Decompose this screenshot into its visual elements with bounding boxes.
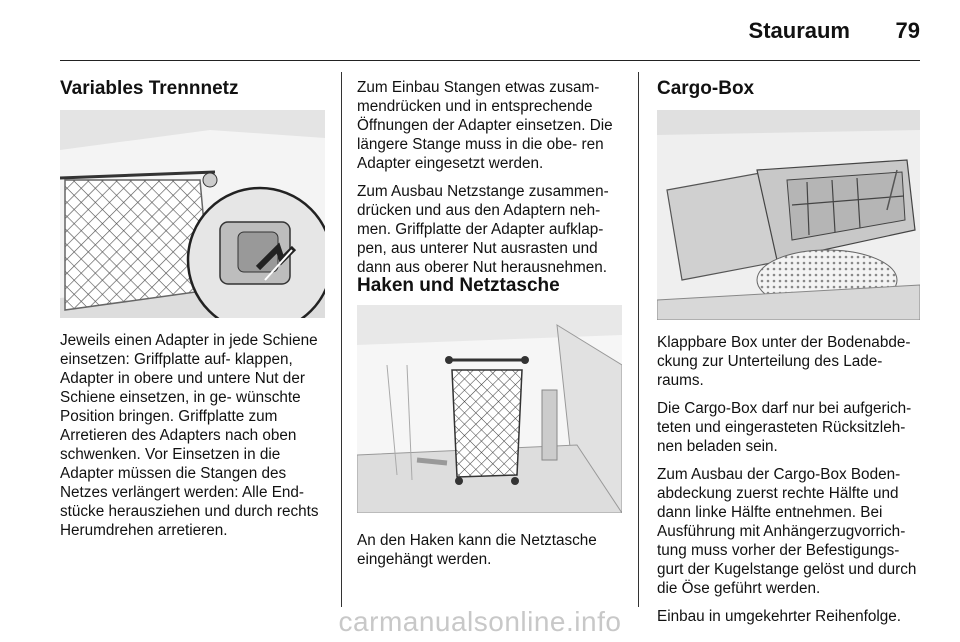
page-number: 79 [895,18,920,43]
section-heading-haken-netztasche: Haken und Netztasche [357,275,560,296]
section-heading-cargo-box: Cargo-Box [657,78,755,99]
car-trunk-net-adapter-illustration [60,110,325,318]
adapter-instructions-paragraph: Jeweils einen Adapter in jede Schiene einsetzen: Griffplatte auf- klappen, Adapter in obere und untere Nut der Schiene einsetzen, in ge- wünschte Position bringen. Griffplatte zum Arretieren des Adapters nach oben schwenken. Vor Einsetzen in die Adapter müssen die Stangen des Netzes verlängert werden: Alle End- stücke herausziehen und durch rechts Herumdrehen arretieren. [60,332,319,539]
cargo-box-removal-paragraph: Zum Ausbau der Cargo-Box Boden- abdeckung zuerst rechte Hälfte und dann linke Hälfte entnehmen. Bei Ausführung mit Anhängerzugvorrich- tung muss vorher der Befestigungs- gurt der Kugelstange gelöst und durch die Öse geführt werden. [657,466,917,597]
trunk-net-pocket-illustration [357,305,622,513]
watermark-text: carmanualsonline.info [338,606,622,637]
section-heading-variables-trennnetz: Variables Trennnetz [60,78,239,99]
column-divider-2 [638,72,639,607]
cargo-box-intro-paragraph: Klappbare Box unter der Bodenabde- ckung zur Unterteilung des Lade- raums. [657,334,911,389]
netztasche-paragraph: An den Haken kann die Netztasche eingehängt werden. [357,532,597,568]
col2-text-top [357,78,625,286]
cargo-box-install-paragraph: Einbau in umgekehrter Reihenfolge. [657,608,902,625]
col1-text [60,331,328,549]
page-header-title: Stauraum [748,18,850,43]
ausbau-paragraph: Zum Ausbau Netzstange zusammen- drücken und aus den Adaptern neh- men. Griffplatte der Adapter aufklap- pen, aus unterer Nut ausrasten und dann aus oberer Nut herausnehmen. [357,183,609,276]
einbau-paragraph: Zum Einbau Stangen etwas zusam- mendrücken und in entsprechende Öffnungen der Adapter einsetzen. Die längere Stange muss in die obe- ren Adapter eingesetzt werden. [357,79,613,172]
column-divider-1 [341,72,342,607]
col2-text-bottom [357,531,625,578]
col3-text [657,333,925,635]
header-divider [60,60,920,61]
cargo-box-load-paragraph: Die Cargo-Box darf nur bei aufgerich- teten und eingerasteten Rücksitzleh- nen beladen sein. [657,400,912,455]
cargo-box-illustration [657,110,920,320]
